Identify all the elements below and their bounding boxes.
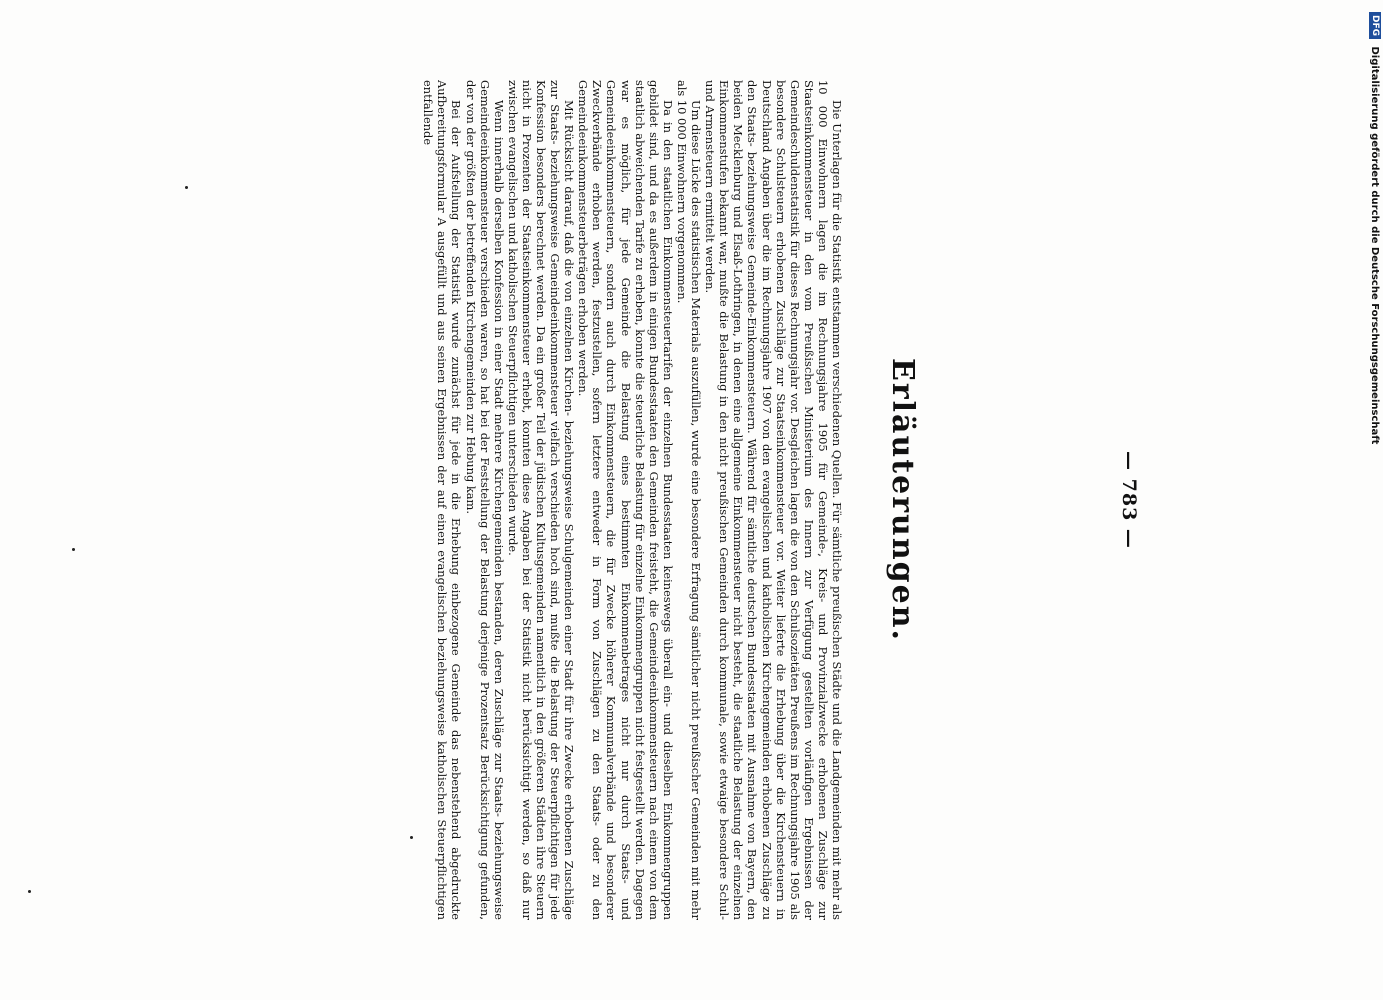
paragraph: Da in den staatlichen Einkommensteuertarifen der einzelnen Bundesstaaten keineswegs überall ein- und dieselben Einkommengruppen gebildet sind, und da es außerdem in einigen Bundesstaaten den Gemeinden freisteht, die Gemeindeeinkommensteuern nach einem von dem staatlich abweichenden Tarife zu erheben, konnte die steuerliche Belastung für einzelne Einkommengruppen nicht festgestellt werden. Dagegen war es möglich, für jede Gemeinde die Belastung eines bestimmten Einkommenbetrages nicht nur durch Staats- und Gemeindeeinkommensteuern, sondern auch durch Einkommensteuern, die für Zwecke höherer Kommunalverbände und besonderer Zweckverbände erhoben werden, festzustellen, sofern letztere entweder in Form von Zuschlägen zu den Staats- oder zu den Gemeindeeinkommensteuerbeträgen erhoben werden. bbox=[576, 80, 675, 920]
credit-text: Digitalisierung gefördert durch die Deutsche Forschungsgemeinschaft bbox=[1369, 46, 1380, 445]
body-text bbox=[244, 80, 844, 920]
paragraph: Um diese Lücke des statistischen Materials auszufüllen, wurde eine besondere Erfragung sämtlicher nicht preußischer Gemeinden mit mehr als 10 000 Einwohnern vorgenommen. bbox=[674, 80, 704, 920]
dfg-logo: DFG bbox=[1369, 12, 1381, 39]
digitization-credit bbox=[1360, 12, 1383, 988]
paragraph: Die Unterlagen für die Statistik entstammen verschiedenen Quellen. Für sämtliche preußischen Städte und die Landgemeinden mit mehr als 10 000 Einwohnern lagen die im Rechnungsjahre 1905 für Gemeinde-, Kreis- und Provinzialzwecke erhobenen Zuschläge zur Staatseinkommensteuer in den vom Preußischen Ministerium des Innern zur Verfügung gestellten vorläufigen Ergebnissen der Gemeindeschuldenstatistik für dieses Rechnungsjahr vor. Desgleichen lagen die von den Schulsozietäten Preußens im Rechnungsjahre 1905 als besondere Schulsteuern erhobenen Zuschläge zur Staatseinkommensteuer vor. Weiter lieferte die Erhebung über die Kirchensteuern in Deutschland Angaben über die im Rechnungsjahre 1907 von den evangelischen und katholischen Kirchengemeinden erhobenen Zuschläge zu den Staats- beziehungsweise Gemeinde-Einkommensteuern. Während für sämtliche deutschen Bundesstaaten mit Ausnahme von Bayern, den beiden Mecklenburg und Elsaß-Lothringen, in denen eine allgemeine Einkommensteuer nicht besteht, die staatliche Belastung der einzelnen Einkommenstufen bekannt war, mußte die Belastung in den nicht preußischen Gemeinden durch kommunale, sowie etwaige besondere Schul- und Armensteuern ermittelt werden. bbox=[703, 80, 844, 920]
scan-speck bbox=[72, 548, 75, 551]
scan-speck bbox=[28, 890, 31, 893]
paragraph: Mit Rücksicht darauf, daß die von einzelnen Kirchen- beziehungsweise Schulgemeinden einer Stadt für ihre Zwecke erhobenen Zuschläge zur Staats- beziehungsweise Gemeindeeinkommensteuer vielfach verschieden hoch sind, mußte die Belastung der Steuerpflichtigen für jede Konfession besonders berechnet werden. Da ein großer Teil der jüdischen Kultusgemeinden namentlich in den größeren Städten ihre Steuern nicht in Prozenten der Staatseinkommensteuer erhebt, konnten diese Angaben bei der Statistik nicht berücksichtigt werden, so daß nur zwischen evangelischen und katholischen Steuerpflichtigen unterschieden wurde. bbox=[505, 80, 577, 920]
paragraph: Wenn innerhalb derselben Konfession in einer Stadt mehrere Kirchengemeinden bestanden, deren Zuschläge zur Staats- beziehungsweise Gemeindeeinkommensteuer verschieden waren, so hat bei der Feststellung der Belastung derjenige Prozentsatz Berücksichtigung gefunden, der von der größten der betreffenden Kirchengemeinden zur Hebung kam. bbox=[463, 80, 506, 920]
page-number: — 783 — bbox=[1118, 451, 1140, 549]
page-heading: Erläuterungen. bbox=[885, 357, 920, 642]
paragraph: Bei der Aufstellung der Statistik wurde zunächst für jede in die Erhebung einbezogene Gemeinde das nebenstehend abgedruckte Aufbereitungsformular A ausgefüllt und aus seinen Ergebnissen der auf einen evangelischen beziehungsweise katholischen Steuerpflichtigen entfallende bbox=[421, 80, 464, 920]
scan-speck bbox=[185, 186, 188, 189]
rotated-page-content bbox=[240, 80, 1140, 920]
